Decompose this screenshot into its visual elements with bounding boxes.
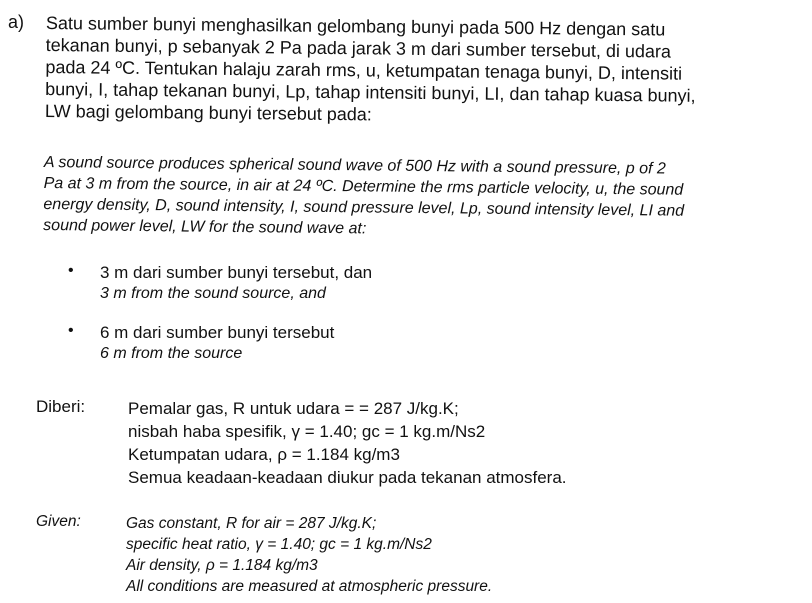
list-item: [66, 322, 486, 364]
bullet-icon: •: [68, 262, 74, 279]
malay-line: bunyi, I, tahap tekanan bunyi, Lp, tahap intensiti bunyi, LI, dan tahap kuasa bunyi,: [45, 78, 696, 106]
english-line: A sound source produces spherical sound wave of 500 Hz with a sound pressure, p of 2: [43, 153, 666, 178]
given-line-english: All conditions are measured at atmospheric pressure.: [126, 578, 493, 595]
malay-line: tekanan bunyi, p sebanyak 2 Pa pada jarak 3 m dari sumber tersebut, di udara: [45, 34, 672, 62]
malay-line: LW bagi gelombang bunyi tersebut pada:: [44, 100, 372, 125]
given-line-malay: Pemalar gas, R untuk udara = = 287 J/kg.K;: [128, 399, 459, 418]
english-line: Pa at 3 m from the source, in air at 24 ºC. Determine the rms particle velocity, u, the sound: [43, 174, 684, 199]
bullet-text-malay: 6 m dari sumber bunyi tersebut: [100, 323, 335, 342]
malay-line: Satu sumber bunyi menghasilkan gelombang bunyi pada 500 Hz dengan satu: [45, 12, 666, 40]
given-line-malay: nisbah haba spesifik, γ = 1.40; gc = 1 kg.m/Ns2: [128, 422, 486, 441]
given-line-english: Gas constant, R for air = 287 J/kg.K;: [126, 515, 377, 532]
given-label-malay: Diberi:: [36, 397, 86, 416]
question-text-malay: [45, 12, 786, 130]
bullet-list: [66, 262, 486, 382]
question-text-english: [43, 152, 786, 244]
given-line-malay: Ketumpatan udara, ρ = 1.184 kg/m3: [128, 445, 400, 464]
bullet-text-english: 6 m from the source: [100, 345, 243, 362]
malay-line: pada 24 ºC. Tentukan halaju zarah rms, u, ketumpatan tenaga bunyi, D, intensiti: [45, 56, 683, 84]
question-label: a): [8, 12, 25, 32]
bullet-text-english: 3 m from the sound source, and: [100, 285, 326, 302]
bullet-text-malay: 3 m dari sumber bunyi tersebut, dan: [100, 263, 373, 282]
list-item: [66, 262, 486, 304]
given-line-english: specific heat ratio, γ = 1.40; gc = 1 kg.m/Ns2: [126, 536, 432, 553]
given-line-english: Air density, ρ = 1.184 kg/m3: [126, 557, 318, 574]
given-label-english: Given:: [36, 513, 81, 530]
given-line-malay: Semua keadaan-keadaan diukur pada tekanan atmosfera.: [128, 468, 567, 487]
bullet-icon: •: [68, 322, 74, 339]
english-line: sound power level, LW for the sound wave at:: [43, 216, 367, 238]
english-line: energy density, D, sound intensity, I, sound pressure level, Lp, sound intensity level, LI and: [43, 195, 685, 220]
